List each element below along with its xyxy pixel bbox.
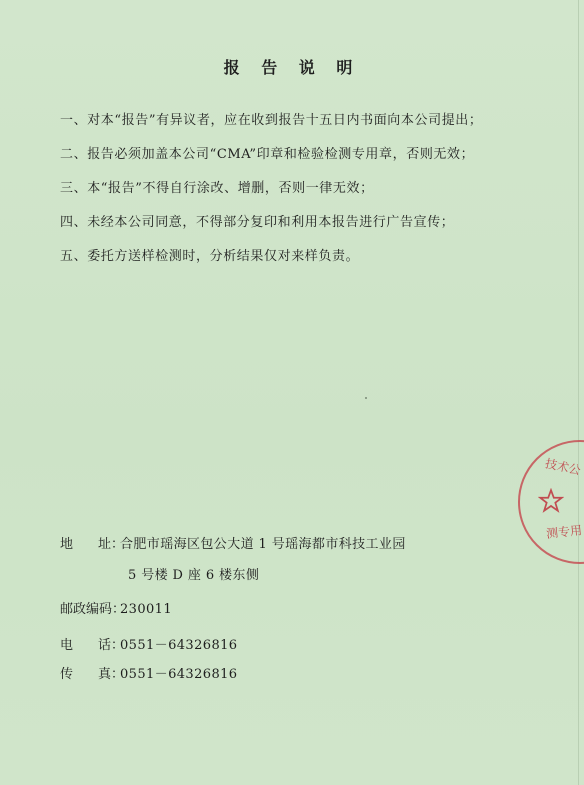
address-line-1: 合肥市瑶海区包公大道 1 号瑶海都市科技工业园	[120, 537, 406, 552]
seal-star-icon	[538, 488, 564, 514]
postcode-label: 邮政编码：	[60, 602, 126, 617]
seal-text-top: 技术公	[543, 456, 582, 478]
page-edge-line	[578, 0, 579, 785]
term-item: 五、委托方送样检测时，分析结果仅对来样负责。	[60, 249, 360, 264]
term-item: 二、报告必须加盖本公司“CMA”印章和检验检测专用章，否则无效；	[60, 147, 475, 162]
phone-label: 电 话：	[60, 638, 125, 653]
postcode-row	[60, 600, 172, 620]
terms-list	[60, 111, 483, 281]
fax-label: 传 真：	[60, 667, 125, 682]
fax-row	[60, 665, 237, 685]
address-line-2: 5 号楼 D 座 6 楼东侧	[128, 568, 260, 583]
seal-text-bottom: 测专用	[545, 523, 583, 541]
speck-mark	[365, 397, 367, 399]
term-item: 三、本“报告”不得自行涂改、增删，否则一律无效；	[60, 181, 374, 196]
term-item: 四、未经本公司同意，不得部分复印和利用本报告进行广告宣传；	[60, 215, 455, 230]
page-title: 报 告 说 明	[223, 58, 361, 77]
fax-value: 0551－64326816	[120, 667, 238, 682]
phone-row	[60, 636, 237, 656]
address-row	[60, 535, 406, 555]
term-item: 一、对本“报告”有异议者，应在收到报告十五日内书面向本公司提出；	[60, 113, 483, 128]
postcode-value: 230011	[120, 602, 173, 617]
address-label: 地 址：	[60, 537, 125, 552]
phone-value: 0551－64326816	[120, 638, 238, 653]
